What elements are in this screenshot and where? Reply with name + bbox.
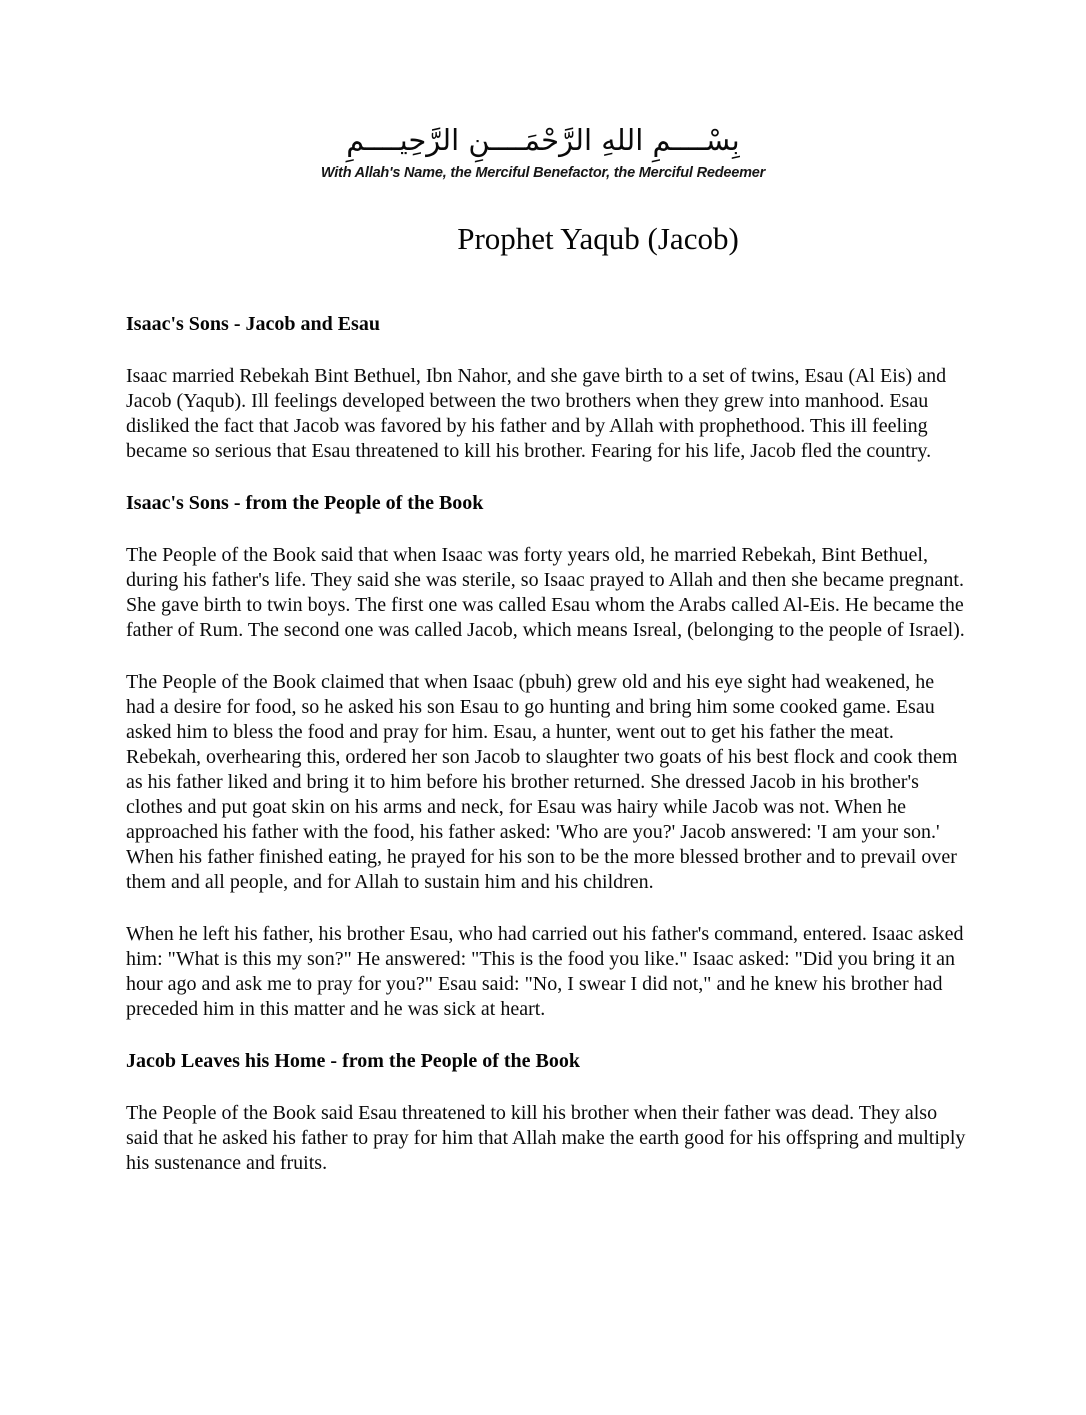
page-title: Prophet Yaqub (Jacob) (457, 221, 739, 256)
paragraph: Isaac married Rebekah Bint Bethuel, Ibn Nahor, and she gave birth to a set of twins, Esau (Al Eis) and Jacob (Yaqub). Ill feelings developed between the two brothers when they grew into manhood. Esau disliked the fact that Jacob was favored by his father and by Allah with prophethood. This ill feeling became so serious that Esau threatened to kill his brother. Fearing for his life, Jacob fled the country. (126, 365, 947, 462)
paragraph: When he left his father, his brother Esau, who had carried out his father's command, entered. Isaac asked him: "What is this my son?" He answered: "This is the food you like." Isaac asked: "Did you bring it an hour ago and ask me to pray for you?" Esau said: "No, I swear I did not," and he knew his brother had preceded him in this matter and he was sick at heart. (126, 923, 964, 1020)
section-isaacs-sons-jacob-and-esau (126, 312, 966, 464)
section-isaacs-sons-people-of-the-book (126, 491, 966, 1022)
bismillah-caption: With Allah's Name, the Merciful Benefactor, the Merciful Redeemer (320, 165, 766, 181)
paragraph: The People of the Book claimed that when Isaac (pbuh) grew old and his eye sight had weakened, he had a desire for food, so he asked his son Esau to go hunting and bring him some cooked game. Esau asked him to bless the food and pray for him. Esau, a hunter, went out to get his father the meat. Rebekah, overhearing this, ordered her son Jacob to slaughter two goats of his best flock and cook them as his father liked and bring it to him before his brother returned. She dressed Jacob in his brother's clothes and put goat skin on his arms and neck, for Esau was hairy while Jacob was not. When he approached his father with the food, his father asked: 'Who are you?' Jacob answered: 'I am your son.' When his father finished eating, he prayed for his son to be the more blessed brother and to prevail over them and all people, and for Allah to sustain him and his children. (126, 671, 958, 893)
section-jacob-leaves-his-home (126, 1049, 966, 1176)
section-heading: Isaac's Sons - from the People of the Book (126, 492, 484, 514)
bismillah-calligraphy: بِسْــــمِ اللهِ الرَّحْمَــــنِ الرَّحِيــــمِ (346, 123, 740, 157)
paragraph: The People of the Book said that when Isaac was forty years old, he married Rebekah, Bint Bethuel, during his father's life. They said she was sterile, so Isaac prayed to Allah and then she became pregnant. She gave birth to twin boys. The first one was called Esau whom the Arabs called Al-Eis. He became the father of Rum. The second one was called Jacob, which means Isreal, (belonging to the people of Israel). (126, 544, 965, 641)
bismillah-block (0, 118, 1086, 182)
section-heading: Jacob Leaves his Home - from the People of the Book (126, 1050, 581, 1072)
section-heading: Isaac's Sons - Jacob and Esau (126, 313, 380, 335)
paragraph: The People of the Book said Esau threatened to kill his brother when their father was dead. They also said that he asked his father to pray for him that Allah make the earth good for his offspring and multiply his sustenance and fruits. (126, 1102, 966, 1174)
document-body (126, 312, 966, 1176)
